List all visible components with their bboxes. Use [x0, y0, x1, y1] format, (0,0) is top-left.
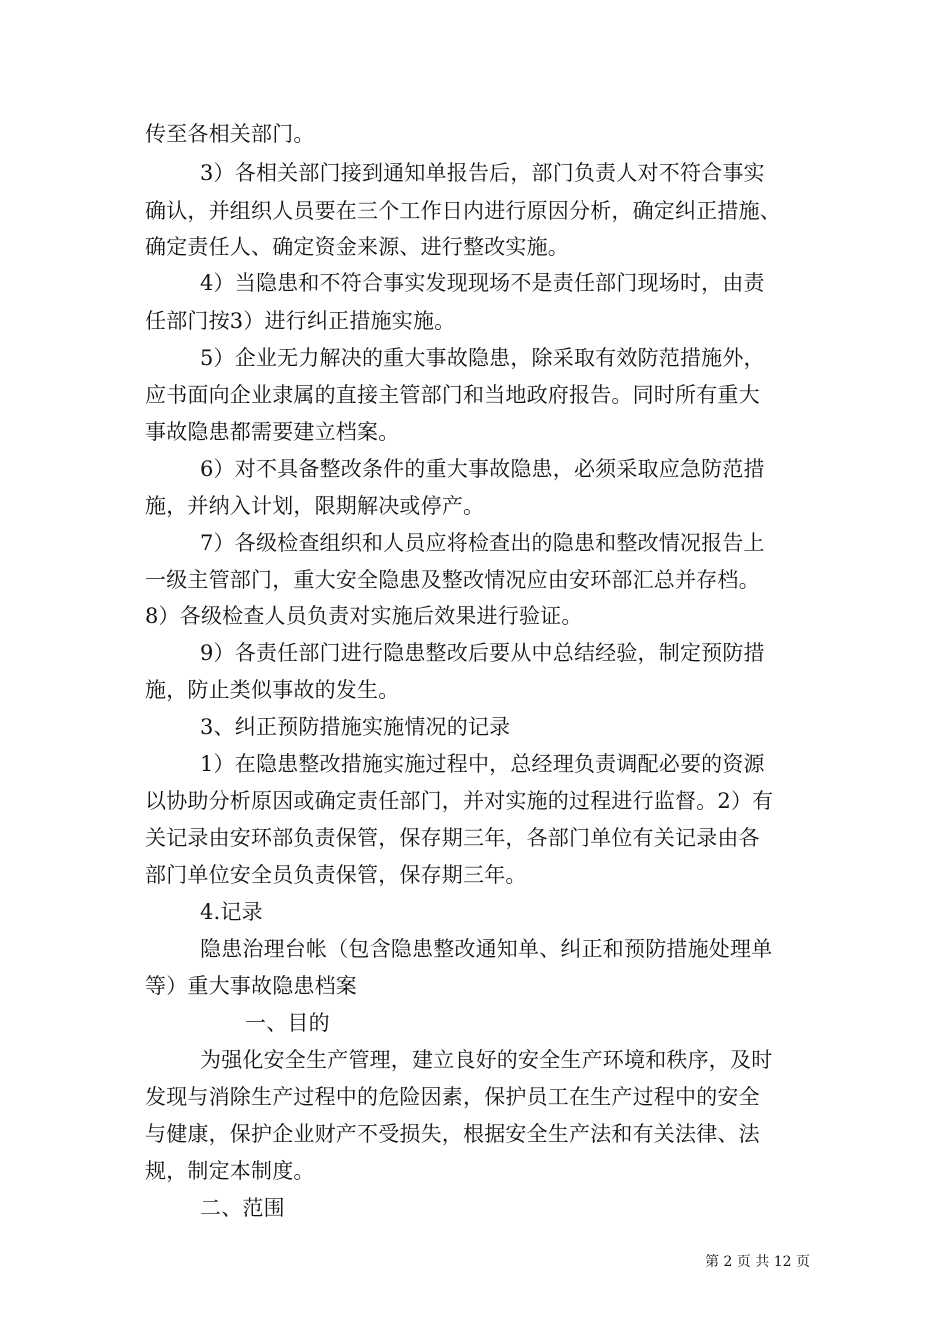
text-line: 传至各相关部门。 [145, 122, 315, 146]
text-line: 关记录由安环部负责保管，保存期三年，各部门单位有关记录由各 [145, 826, 760, 850]
text-line: 规，制定本制度。 [145, 1159, 315, 1183]
text-line: 任部门按3）进行纠正措施实施。 [145, 309, 456, 333]
text-line: 一级主管部门，重大安全隐患及整改情况应由安环部汇总并存档。 [145, 568, 760, 592]
text-line: 5）企业无力解决的重大事故隐患，除采取有效防范措施外， [200, 346, 765, 370]
text-line: 6）对不具备整改条件的重大事故隐患，必须采取应急防范措 [200, 457, 765, 481]
text-line: 与健康，保护企业财产不受损失，根据安全生产法和有关法律、法 [145, 1122, 760, 1146]
text-line: 事故隐患都需要建立档案。 [145, 420, 400, 444]
text-line: 为强化安全生产管理，建立良好的安全生产环境和秩序，及时 [200, 1048, 773, 1072]
text-line: 8）各级检查人员负责对实施后效果进行验证。 [145, 604, 583, 628]
section-heading: 3、纠正预防措施实施情况的记录 [200, 715, 511, 739]
text-line: 施，并纳入计划，限期解决或停产。 [145, 494, 485, 518]
text-line: 施，防止类似事故的发生。 [145, 678, 400, 702]
text-line: 4）当隐患和不符合事实发现现场不是责任部门现场时，由责 [200, 271, 765, 295]
text-line: 1）在隐患整改措施实施过程中，总经理负责调配必要的资源 [200, 752, 765, 776]
text-line: 等）重大事故隐患档案 [145, 974, 357, 998]
text-line: 3）各相关部门接到通知单报告后，部门负责人对不符合事实 [200, 161, 765, 185]
text-line: 以协助分析原因或确定责任部门，并对实施的过程进行监督。2）有 [145, 789, 774, 813]
section-heading: 一、目的 [245, 1011, 330, 1035]
text-line: 应书面向企业隶属的直接主管部门和当地政府报告。同时所有重大 [145, 383, 760, 407]
section-heading: 4.记录 [200, 900, 263, 924]
text-line: 发现与消除生产过程中的危险因素，保护员工在生产过程中的安全 [145, 1085, 760, 1109]
text-line: 9）各责任部门进行隐患整改后要从中总结经验，制定预防措 [200, 641, 765, 665]
text-line: 确定责任人、确定资金来源、进行整改实施。 [145, 235, 569, 259]
text-line: 部门单位安全员负责保管，保存期三年。 [145, 863, 527, 887]
text-line: 隐患治理台帐（包含隐患整改通知单、纠正和预防措施处理单 [200, 937, 773, 961]
text-line: 确认，并组织人员要在三个工作日内进行原因分析，确定纠正措施、 [145, 199, 781, 223]
text-line: 7）各级检查组织和人员应将检查出的隐患和整改情况报告上 [200, 531, 765, 555]
section-heading: 二、范围 [200, 1196, 285, 1220]
page-number: 第 2 页 共 12 页 [705, 1254, 810, 1270]
